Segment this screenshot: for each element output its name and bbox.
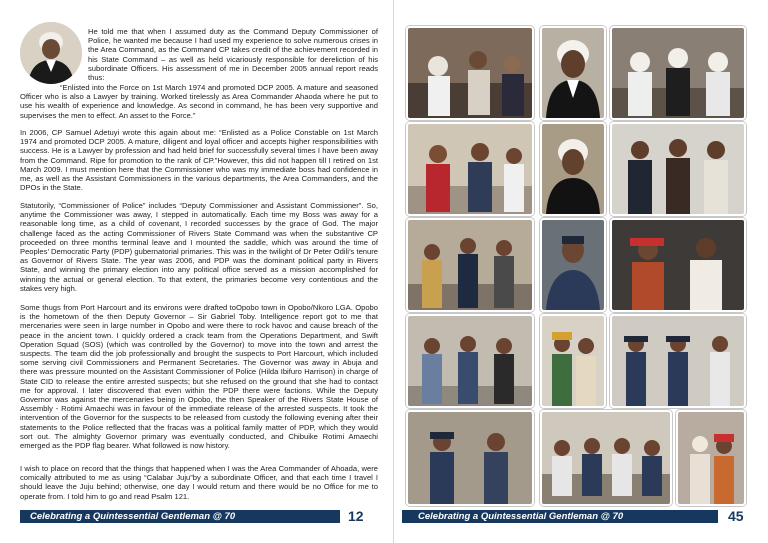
photo-officers-seated [540,410,672,506]
photo-traditional-attire [610,218,746,312]
photo-police-handshake [406,410,534,506]
paragraph-2: “Enlisted into the Force on 1st March 1974 and promoted DCP 2005. A mature and seasoned Officer who is also a Lawyer by training. Worked tirelessly as Area Commander Ahaoda where he put to use his wealth of experience and knowledge. As second in command, he has been very supportive and supervises the men to effect. An asset to the Force.” [20,83,378,120]
paragraph-6: I wish to place on record that the things that happened when I was the Area Commander of Ahoada, were comically attributed to me as using “Calabar Juju”by a subordinate Officer, and that each time I travel I should leave the Juju behind; otherwise, one day I would return and there would be no Office for me to operate from. I told him to go and read Psalm 121. [20,464,378,501]
right-page [394,0,768,543]
page-number-left: 12 [348,508,364,524]
photo-uniformed-group [406,218,534,312]
portrait-image [20,22,82,84]
paragraph-1: He told me that when I assumed duty as the Command Deputy Commissioner of Police, he wanted me because I had used my experience to solve numerous crises in the Area Command, as the Command CP takes credit of the achievement recorded in his State Command – as well as held vicariously responsible for dereliction of his subordinate Officers. His assessment of me in December 2005 annual report reads thus: [88,27,378,83]
footer-band-left: Celebrating a Quintessential Gentleman @ 70 [20,510,340,523]
photo-officers-ceremony [406,122,534,216]
photo-wig-portrait [540,26,606,120]
photo-elderly-women [676,410,746,506]
footer-band-right: Celebrating a Quintessential Gentleman @ 70 [402,510,718,523]
paragraph-4: Statutorily, “Commissioner of Police” includes “Deputy Commissioner and Assistant Commissioner”. So, anytime the Commissioner was away, I stepped in automatically. Each time my Boss was away for a reasonable long time, as a child of covenant, I recorded successes by the grace of God. The major challenge faced as the acting Commissioner of Rivers State Command was when the substantive CP proceeded on three months terminal leave and I mounted the saddle, which was around the time of Peoples’ Democratic Party (PDP) gubernatorial primaries. This was in the twilight of Dr Peter Odili’s tenure as Governor of Rivers State. The year was 2006, and PDP was the dominant political party in Rivers State, and winning the primary election into any political office served as a mission accomplished for winning the actual or general election. To that extent, the primaries become very contentious and the stakes very high. [20,201,378,293]
photo-handshake [406,314,534,408]
paragraph-3: In 2006, CP Samuel Adetuyi wrote this again about me: “Enlisted as a Police Constable on 1st March 1974 and promoted DCP 2005. A mature, diligent and loyal officer and accepts higher responsibilities with success. He is a Lawyer by profession and had held brief for successfully several times I have been away from the Command. Ripe for promotion to the rank of CP.”However, this did not happen till I retired on 1st March 2009. I must mention here that the Commissioner who was my immediate boss had confidence in me, as well as the Assistant Commissioners in the various departments, the Area Commanders, and the DPOs in the State. [20,128,378,193]
photo-officer-portrait [540,218,606,312]
photo-suits-group [610,122,746,216]
photo-ceremony-crowd [406,26,534,120]
photo-officers-line [610,314,746,408]
photo-women-headgear [540,314,606,408]
paragraph-5: Some thugs from Port Harcourt and its environs were drafted toOpobo town in Opobo/Nkoro LGA. Opobo is the hometown of the then Deputy Governor – Sir Gabriel Toby. Intelligence report got to me that mercenaries were seen in large number in Opobo and were there to rock havoc and cause breach of the peace in the ancient town. I quickly ordered a crack team from the Operations Department, and Swift Operation Squad (SOS) (which was controlled by the Governor) to move into the town and arrest the suspects. The team did the job professionally and brought the suspects to Port Harcourt, which included some serving civil Commissioners and Permanent Secretaries. The Governor was away in Abuja and there was pressure mounted on the Assistant Commissioner of Police (Hilda Ibifuro Harrison) in charge of State CID to release the entire arrested suspects; but she refused on the ground that she had to contact me for approval. I later discovered that even within the PDP there were factions. While the Deputy Governor was against the mercenaries being in Opobo, the then Speaker of the Rivers State House of Assembly - Rotimi Amaechi was in favour of the immediate release of the arrested suspects. It took the intervention of the Governor for the suspects to be released from custody the following evening after their statements to the Police reflected that the fracas was a political family matter of PDP, which they would sort out. The almighty Governor primary was eventually conducted, and Chibuike Rotimi Amaechi emerged as the PDP flag bearer. What followed is now history. [20,303,378,451]
page-number-right: 45 [728,508,744,524]
author-portrait [20,22,82,84]
photo-wig-group [610,26,746,120]
photo-portrait-wig-2 [540,122,606,216]
